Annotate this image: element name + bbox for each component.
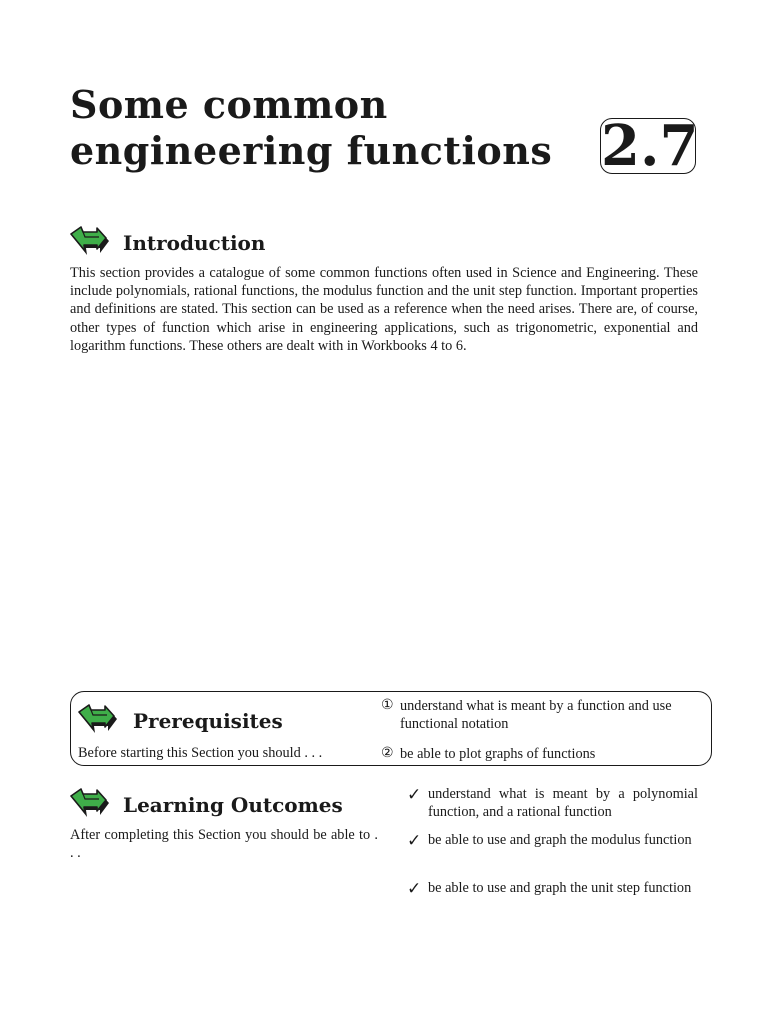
section-title-line-2: engineering functions [70,128,553,173]
prerequisite-item-2: be able to plot graphs of functions [400,746,596,762]
prerequisites-lead: Before starting this Section you should . . . [78,745,323,761]
checkmark-icon: ✓ [407,785,422,805]
prerequisite-item-1: understand what is meant by a function and use functional notation [400,698,672,732]
checkmark-icon: ✓ [407,831,422,851]
section-title-line-1: Some common [70,82,388,127]
prerequisites-heading: Prerequisites [133,709,283,733]
prerequisite-marker-1: ① [381,698,394,713]
learning-outcome-item-2: be able to use and graph the modulus function [428,832,692,848]
checkmark-icon: ✓ [407,879,422,899]
learning-outcomes-heading: Learning Outcomes [123,793,343,817]
learning-outcome-item-3: be able to use and graph the unit step function [428,880,692,896]
workbook-arrow-icon [70,224,110,260]
introduction-heading: Introduction [123,231,266,255]
learning-outcomes-lead: After completing this Section you should be able to . . . [70,827,378,861]
section-title [70,82,552,174]
section-number-badge: 2.7 [601,113,699,179]
prerequisites-arrow-icon [78,702,118,738]
introduction-body: This section provides a catalogue of some common functions often used in Science and Engineering. These include polynomials, rational functions, the modulus function and the unit step function. Important properties and definitions are stated. This section can be used as a reference when the need arises. There are, of course, other types of function which arise in engineering applications, such as trigonometric, exponential and logarithm functions. These others are dealt with in Workbooks 4 to 6. [70,265,698,354]
learning-outcome-item-1: understand what is meant by a polynomial function, and a rational function [428,786,698,820]
learning-outcomes-arrow-icon [70,786,110,822]
prerequisite-marker-2: ② [381,746,394,761]
